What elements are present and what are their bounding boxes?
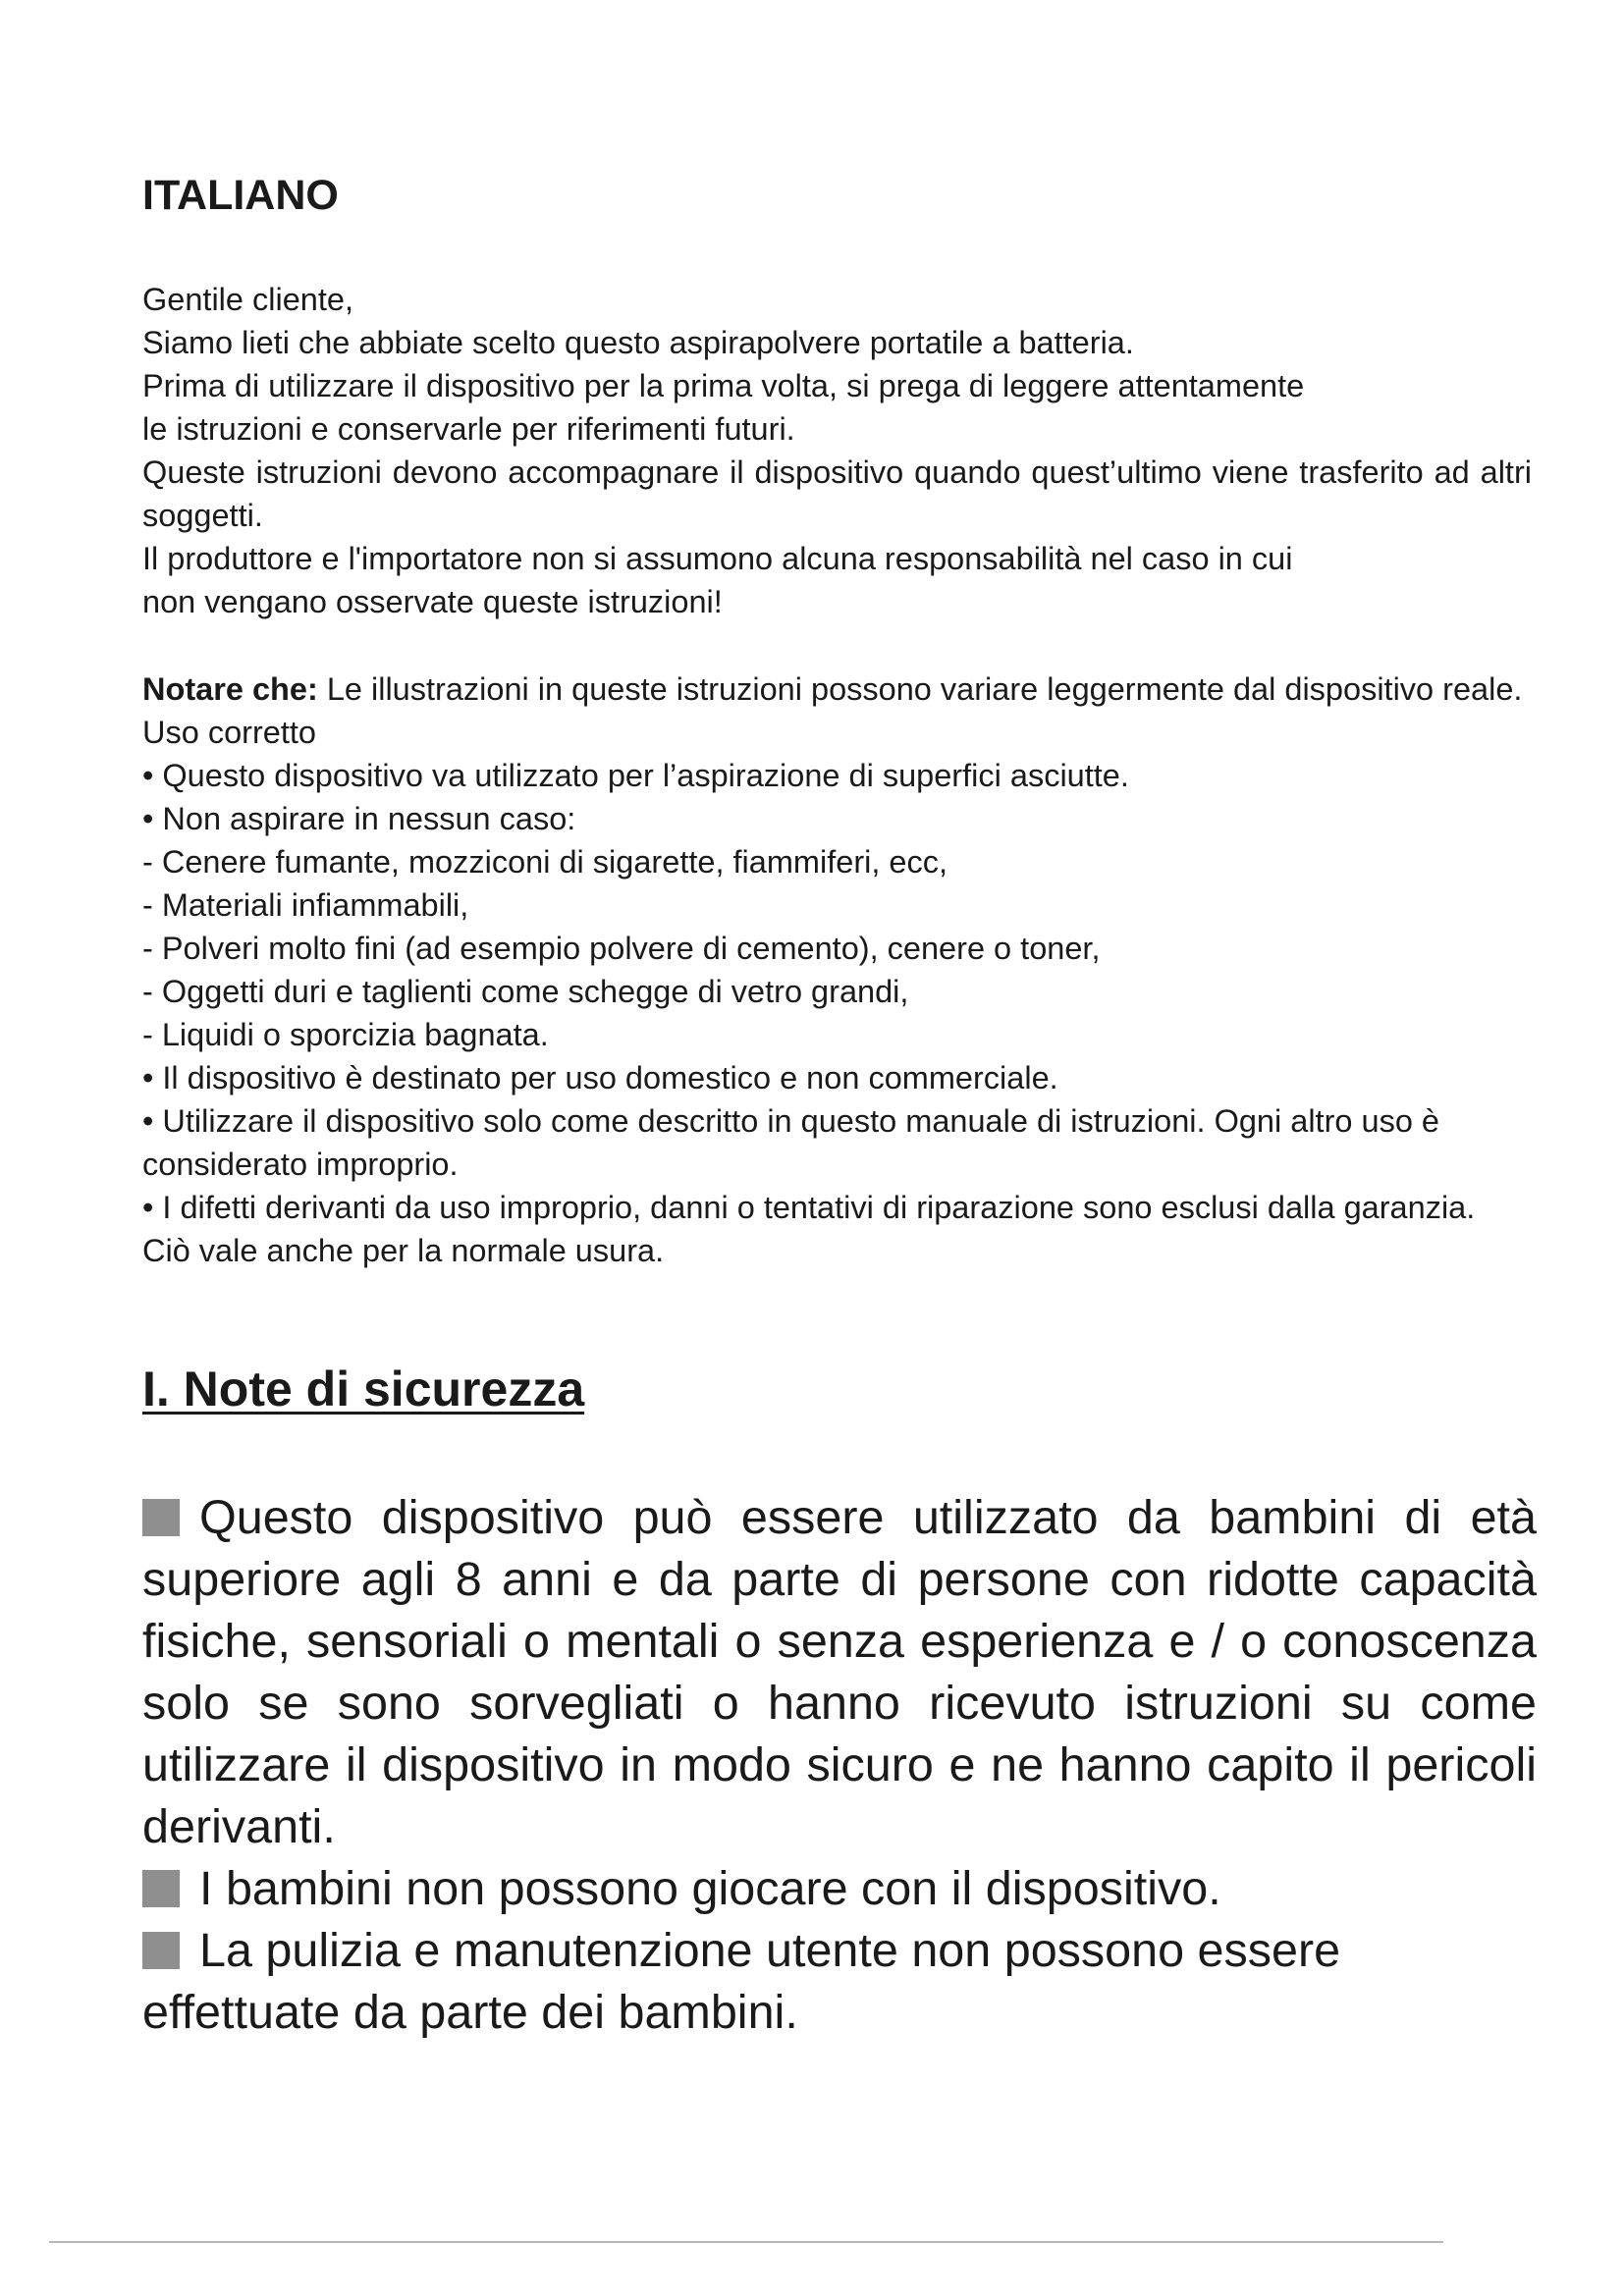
intro-line-2b: le istruzioni e conservarle per riferimenti futuri.	[142, 411, 795, 447]
usage-line: • Questo dispositivo va utilizzato per l’aspirazione di superfici asciutte.	[142, 758, 1129, 793]
usage-line: • Utilizzare il dispositivo solo come descritto in questo manuale di istruzioni. Ogni altro uso è considerato improprio.	[142, 1103, 1440, 1182]
usage-line: - Liquidi o sporcizia bagnata.	[142, 1017, 549, 1052]
greeting: Gentile cliente,	[142, 282, 353, 317]
safety-title: I. Note di sicurezza	[142, 1362, 585, 1416]
usage-line: • Il dispositivo è destinato per uso domestico e non commerciale.	[142, 1060, 1058, 1095]
usage-line: - Polveri molto fini (ad esempio polvere di cemento), cenere o toner,	[142, 931, 1101, 966]
note-paragraph	[142, 667, 1532, 711]
safety-item	[142, 1920, 1537, 2044]
safety-item	[142, 1487, 1537, 1858]
square-bullet-icon	[142, 1870, 180, 1907]
usage-line: • I difetti derivanti da uso improprio, danni o tentativi di riparazione sono esclusi dalla garanzia. Ciò vale anche per la normale usura.	[142, 1190, 1476, 1268]
note-text: Le illustrazioni in queste istruzioni possono variare leggermente dal dispositivo reale.	[317, 671, 1523, 707]
note-label: Notare che:	[142, 671, 318, 707]
safety-item	[142, 1858, 1537, 1920]
intro-section	[142, 278, 1532, 623]
safety-item-text: Questo dispositivo può essere utilizzato da bambini di età superiore agli 8 anni e da parte di persone con ridotte capacità fisiche, sensoriali o mentali o senza esperienza e / o conoscenza solo se sono sorvegliati o hanno ricevuto istruzioni su come utilizzare il dispositivo in modo sicuro e ne hanno capito il pericoli derivanti.	[142, 1491, 1537, 1853]
safety-item-text: La pulizia e manutenzione utente non possono essere effettuate da parte dei bambini.	[142, 1924, 1341, 2039]
safety-item-text: I bambini non possono giocare con il dispositivo.	[199, 1862, 1221, 1915]
footer-divider	[49, 2241, 1443, 2243]
intro-line-4a: Il produttore e l'importatore non si assumono alcuna responsabilità nel caso in cui	[142, 541, 1293, 576]
usage-line: - Cenere fumante, mozziconi di sigarette, fiammiferi, ecc,	[142, 844, 948, 880]
square-bullet-icon	[142, 1499, 180, 1536]
usage-line: - Materiali infiammabili,	[142, 887, 469, 923]
usage-title: Uso corretto	[142, 715, 317, 750]
usage-section	[142, 667, 1532, 1272]
square-bullet-icon	[142, 1932, 180, 1969]
intro-line-1: Siamo lieti che abbiate scelto questo aspirapolvere portatile a batteria.	[142, 325, 1134, 360]
intro-line-3: Queste istruzioni devono accompagnare il dispositivo quando quest’ultimo viene trasferito ad altri soggetti.	[142, 454, 1532, 533]
language-heading: ITALIANO	[142, 172, 339, 219]
usage-line: • Non aspirare in nessun caso:	[142, 801, 576, 836]
usage-line: - Oggetti duri e taglienti come schegge di vetro grandi,	[142, 974, 909, 1009]
safety-section	[142, 1487, 1537, 2044]
intro-line-2a: Prima di utilizzare il dispositivo per la prima volta, si prega di leggere attentamente	[142, 368, 1305, 403]
intro-line-4b: non vengano osservate queste istruzioni!	[142, 584, 723, 619]
